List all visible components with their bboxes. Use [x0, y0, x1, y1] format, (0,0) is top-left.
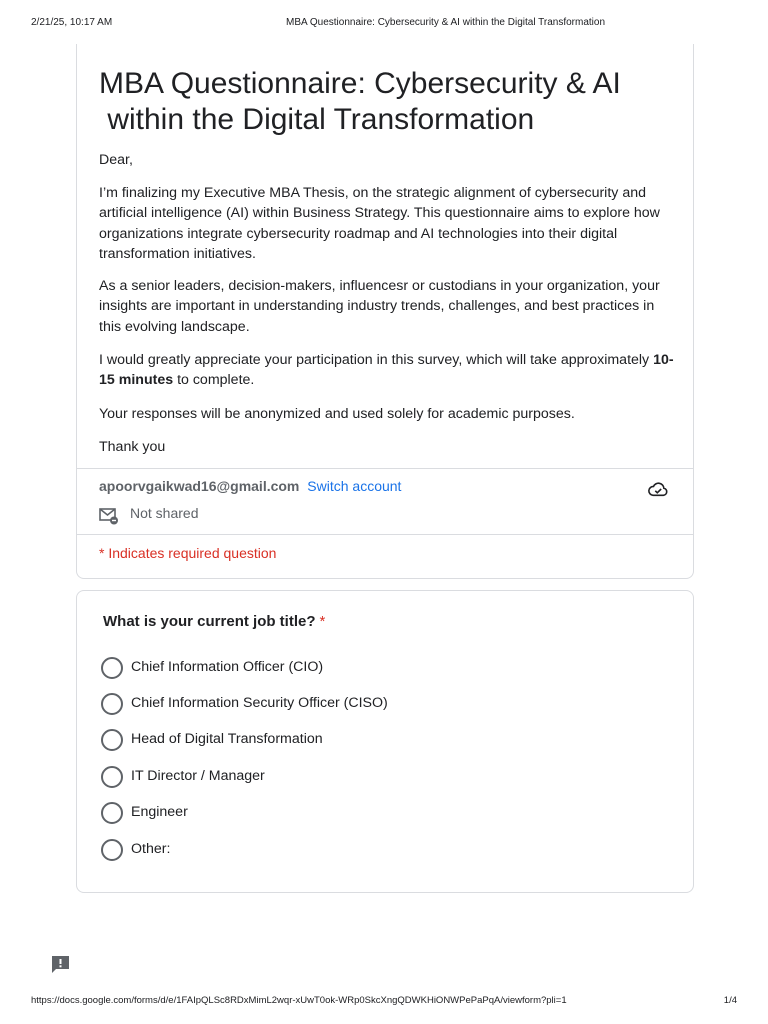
para3-text: I would greatly appreciate your participation in this survey, which will take approximately — [99, 352, 654, 368]
radio-button[interactable] — [101, 766, 123, 788]
not-shared-label: Not shared — [130, 505, 199, 521]
closing-text: Thank you — [99, 439, 166, 455]
divider — [77, 468, 693, 469]
greeting: Dear, — [99, 152, 133, 168]
print-url: https://docs.google.com/forms/d/e/1FAIpQLSc8RDxMimL2wqr-xUwT0ok-WRp0SkcXngQDWKHiONWPePaPqA/viewform?pli=1 — [31, 995, 567, 1006]
account-email: apoorvgaikwad16@gmail.com — [99, 478, 300, 494]
print-page-title: MBA Questionnaire: Cybersecurity & AI within the Digital Transformation — [285, 17, 606, 28]
form-title — [99, 66, 659, 138]
print-timestamp: 2/21/25, 10:17 AM — [31, 17, 113, 28]
divider — [77, 534, 693, 535]
question-title-text: What is your current job title? — [103, 613, 316, 630]
switch-account-link[interactable]: Switch account — [307, 478, 402, 494]
para3-bold: 10-15 minutes — [99, 352, 674, 389]
description-paragraph-2: As a senior leaders, decision-makers, influencesr or custodians in your organization, your insights are important in understanding industry trends, challenges, and best practices in this evolving landscape. — [99, 278, 660, 335]
form-title-line2: within the Digital Transformation — [99, 103, 535, 136]
radio-button[interactable] — [101, 693, 123, 715]
print-footer — [0, 995, 768, 1009]
print-page-number: 1/4 — [723, 995, 737, 1006]
feedback-icon[interactable] — [50, 954, 71, 974]
description-paragraph-3 — [99, 350, 679, 391]
required-note: * Indicates required question — [99, 545, 277, 561]
option-label: Chief Information Security Officer (CISO) — [131, 695, 388, 711]
radio-button[interactable] — [101, 802, 123, 824]
option-label: IT Director / Manager — [131, 768, 265, 784]
radio-button[interactable] — [101, 729, 123, 751]
question-title — [103, 613, 325, 630]
question-card — [76, 590, 694, 893]
radio-button[interactable] — [101, 839, 123, 861]
mail-icon — [99, 507, 119, 525]
form-header-card — [76, 44, 694, 579]
description-paragraph-1: I’m finalizing my Executive MBA Thesis, on the strategic alignment of cybersecurity and artificial intelligence (AI) within Business Strategy. This questionnaire aims to explore how organizations integrate cybersecurity roadmap and AI technologies into their digital transformation initiatives. — [99, 185, 660, 262]
cloud-sync-icon — [647, 480, 669, 498]
form-title-line1: MBA Questionnaire: Cybersecurity & AI — [99, 67, 621, 100]
account-row — [99, 478, 401, 494]
required-star: * — [319, 613, 326, 630]
radio-button[interactable] — [101, 657, 123, 679]
option-label: Chief Information Officer (CIO) — [131, 659, 324, 675]
option-label: Other: — [131, 841, 171, 857]
description-paragraph-4: Your responses will be anonymized and used solely for academic purposes. — [99, 406, 575, 422]
print-header — [0, 17, 768, 31]
option-label: Head of Digital Transformation — [131, 731, 323, 747]
option-label: Engineer — [131, 804, 188, 820]
para3-text-end: to complete. — [173, 372, 255, 389]
